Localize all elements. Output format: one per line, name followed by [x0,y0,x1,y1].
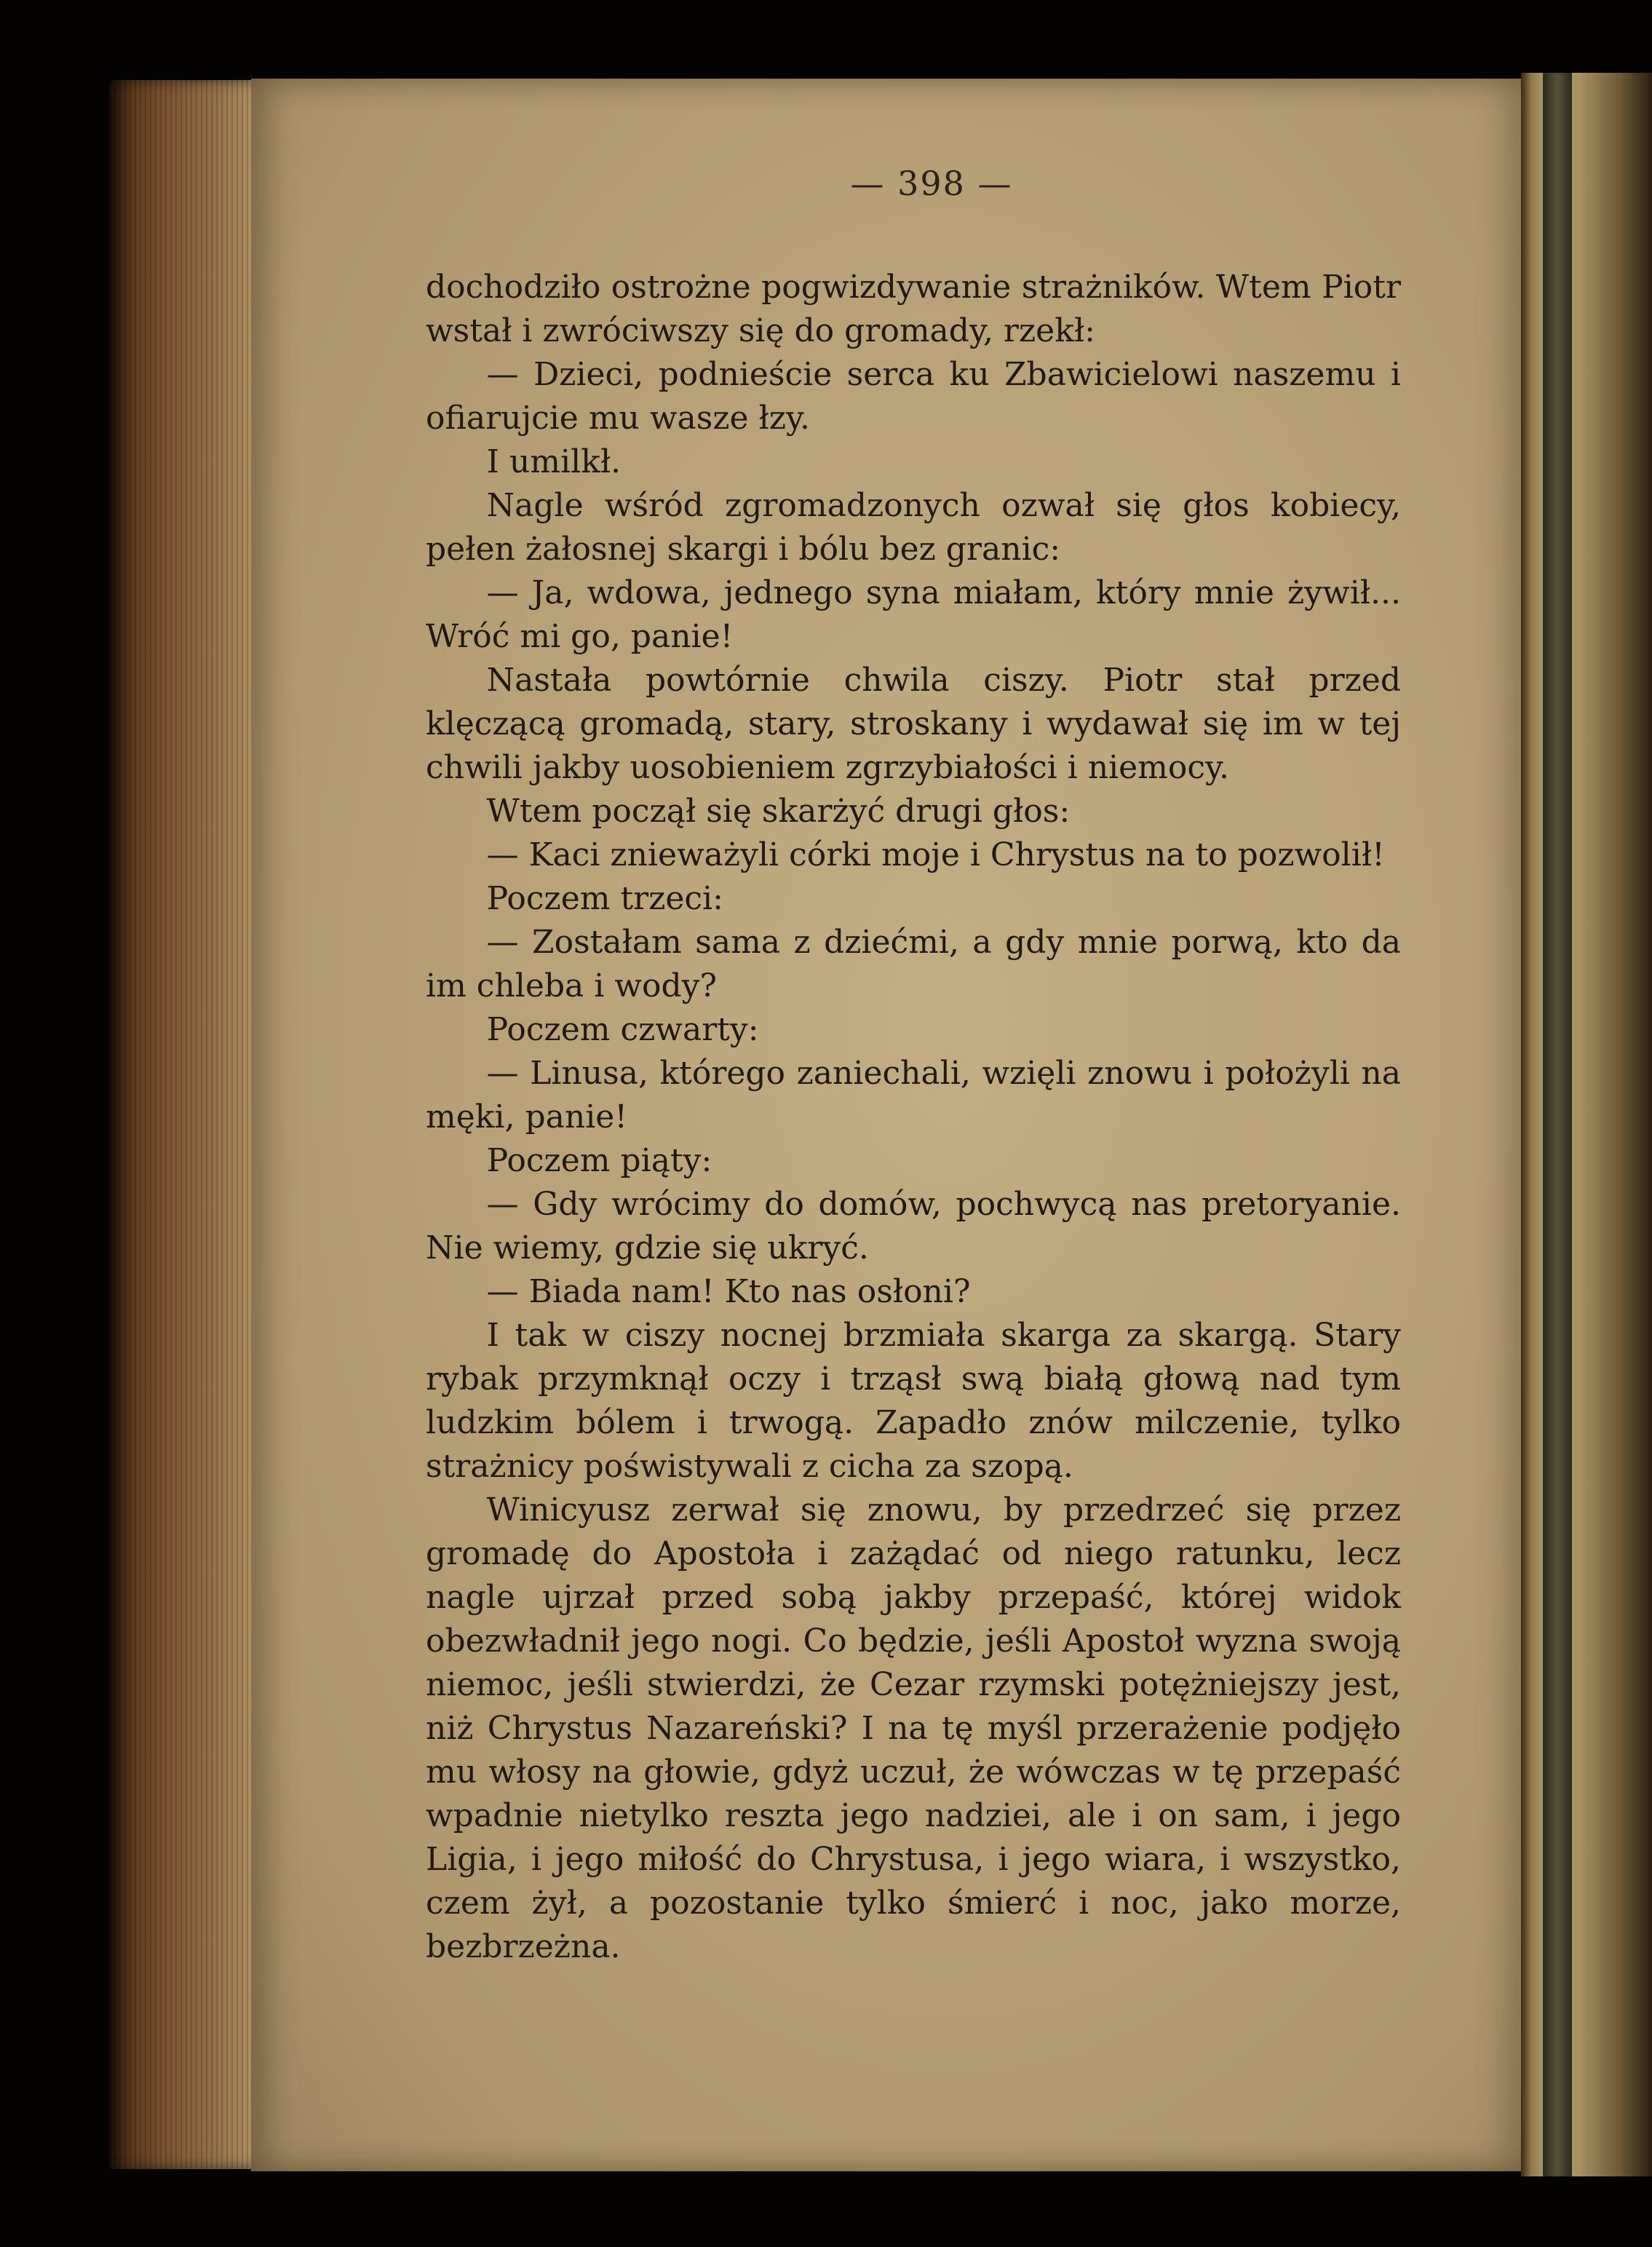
paragraph: — Gdy wrócimy do domów, pochwycą nas pretoryanie. Nie wiemy, gdzie się ukryć. [426,1186,1401,1267]
paragraph: — Zostałam sama z dziećmi, a gdy mnie porwą, kto da im chleba i wody? [426,924,1401,1004]
paragraph: Nagle wśród zgromadzonych ozwał się głos kobiecy, pełen żałosnej skargi i bólu bez granic: [426,487,1401,568]
paragraph: Winicyusz zerwał się znowu, by przedrzeć się przez gromadę do Apostoła i zażądać od niego ratunku, lecz nagle ujrzał przed sobą jakby przepaść, której widok obezwładnił jego nogi. Co będzie, jeśli Apostoł wyzna swoją niemoc, jeśli stwierdzi, że Cezar rzymski potężniejszy jest, niż Chrystus Nazareński? I na tę myśl przerażenie podjęło mu włosy na głowie, gdyż uczuł, że wówczas w tę przepaść wpadnie nietylko reszta jego nadziei, ale i on sam, i jego Ligia, i jego miłość do Chrystusa, i jego wiara, i wszystko, czem żył, a pozostanie tylko śmierć i noc, jako morze, bezbrzeżna. [426,1491,1401,1965]
paragraph: Poczem trzeci: [486,880,723,917]
paragraph: I tak w ciszy nocnej brzmiała skarga za skargą. Stary rybak przymknął oczy i trząsł swą białą głową nad tym ludzkim bólem i trwogą. Zapadło znów milczenie, tylko strażnicy poświstywali z cicha za szopą. [426,1317,1401,1485]
paragraph: dochodziło ostrożne pogwizdywanie strażników. Wtem Piotr wstał i zwróciwszy się do gromady, rzekł: [426,269,1401,349]
paragraph: — Linusa, którego zaniechali, wzięli znowu i położyli na męki, panie! [426,1055,1401,1136]
paragraph: I umilkł. [486,443,622,480]
page-text [426,266,1401,1969]
paragraph: — Ja, wdowa, jednego syna miałam, który mnie żywił... Wróć mi go, panie! [426,574,1401,655]
paragraph: Poczem czwarty: [486,1011,759,1048]
paragraph: — Kaci znieważyli córki moje i Chrystus na to pozwolił! [486,836,1385,873]
paragraph: — Biada nam! Kto nas osłoni? [486,1273,971,1310]
paragraph: Wtem począł się skarżyć drugi głos: [486,793,1071,830]
paragraph: Nastała powtórnie chwila ciszy. Piotr stał przed klęczącą gromadą, stary, stroskany i wydawał się im w tej chwili jakby uosobieniem zgrzybiałości i niemocy. [426,662,1401,786]
right-page-edges [1521,73,1652,2176]
paragraph: Poczem piąty: [486,1142,712,1179]
left-page-edges [109,80,262,2169]
page-number: — 398 — [850,164,1013,203]
paragraph: — Dzieci, podnieście serca ku Zbawicielowi naszemu i ofiarujcie mu wasze łzy. [426,356,1401,437]
